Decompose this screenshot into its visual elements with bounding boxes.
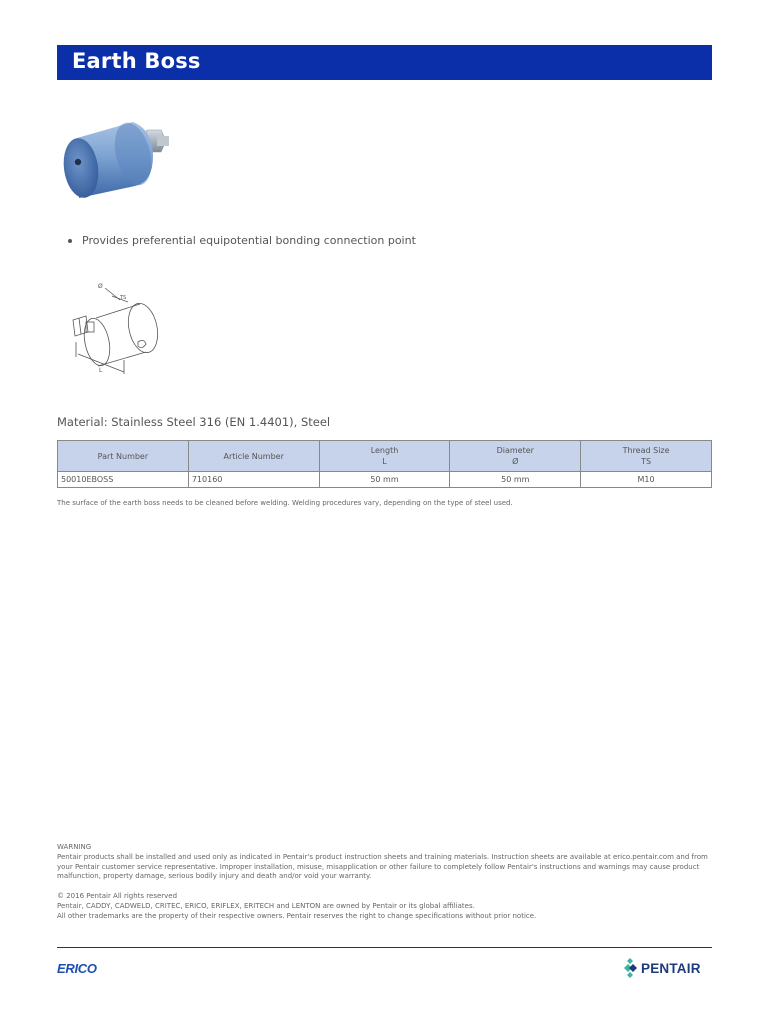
footer-divider (57, 947, 712, 948)
product-photo (57, 100, 175, 212)
diameter-label: Ø (98, 283, 103, 290)
pentair-mark-icon (622, 958, 638, 978)
erico-logo: ERICO (57, 961, 97, 976)
thread-label: TS (120, 295, 127, 301)
part-number-cell: 50010EBOSS (58, 472, 189, 488)
dimension-drawing (68, 280, 164, 378)
table-header-row (58, 441, 712, 472)
pentair-logo (622, 958, 701, 978)
feature-text: Provides preferential equipotential bonding connection point (82, 234, 416, 247)
table-header: Length L (319, 441, 450, 472)
table-header: Part Number (58, 441, 189, 472)
pentair-wordmark: PENTAIR (641, 960, 701, 976)
diameter-cell: 50 mm (450, 472, 581, 488)
length-cell: 50 mm (319, 472, 450, 488)
copyright: © 2016 Pentair All rights reserved (57, 892, 178, 901)
warning-text: Pentair products shall be installed and used only as indicated in Pentair's product instruction sheets and training materials. Instruction sheets are available at erico.pentair.com and from your Pentair customer service representative. Improper installation, misuse, misapplication or other failure to completely follow Pentair's instructions and warnings may cause product malfunction, property damage, serious bodily injury and death and/or void your warranty. (57, 852, 708, 881)
trademarks-line-2: All other trademarks are the property of their respective owners. Pentair reserves the right to change specifications without prior notice. (57, 911, 537, 920)
title-bar (57, 45, 712, 80)
list-item (68, 234, 416, 247)
article-number-cell: 710160 (188, 472, 319, 488)
page-title: Earth Boss (72, 49, 201, 73)
spec-table (57, 440, 712, 488)
table-header: Thread Size TS (581, 441, 712, 472)
thread-size-cell: M10 (581, 472, 712, 488)
welding-note: The surface of the earth boss needs to be cleaned before welding. Welding procedures vary, depending on the type of steel used. (57, 499, 513, 507)
feature-list (68, 234, 416, 247)
material-text: Material: Stainless Steel 316 (EN 1.4401), Steel (57, 415, 331, 429)
trademarks-line-1: Pentair, CADDY, CADWELD, CRITEC, ERICO, ERIFLEX, ERITECH and LENTON are owned by Pentair or its global affiliates. (57, 901, 475, 910)
length-label: L (99, 367, 103, 374)
table-header: Diameter Ø (450, 441, 581, 472)
warning-heading: WARNING (57, 843, 92, 851)
table-header: Article Number (188, 441, 319, 472)
warning-block (57, 843, 717, 922)
table-row (58, 472, 712, 488)
bullet-icon (68, 239, 72, 243)
